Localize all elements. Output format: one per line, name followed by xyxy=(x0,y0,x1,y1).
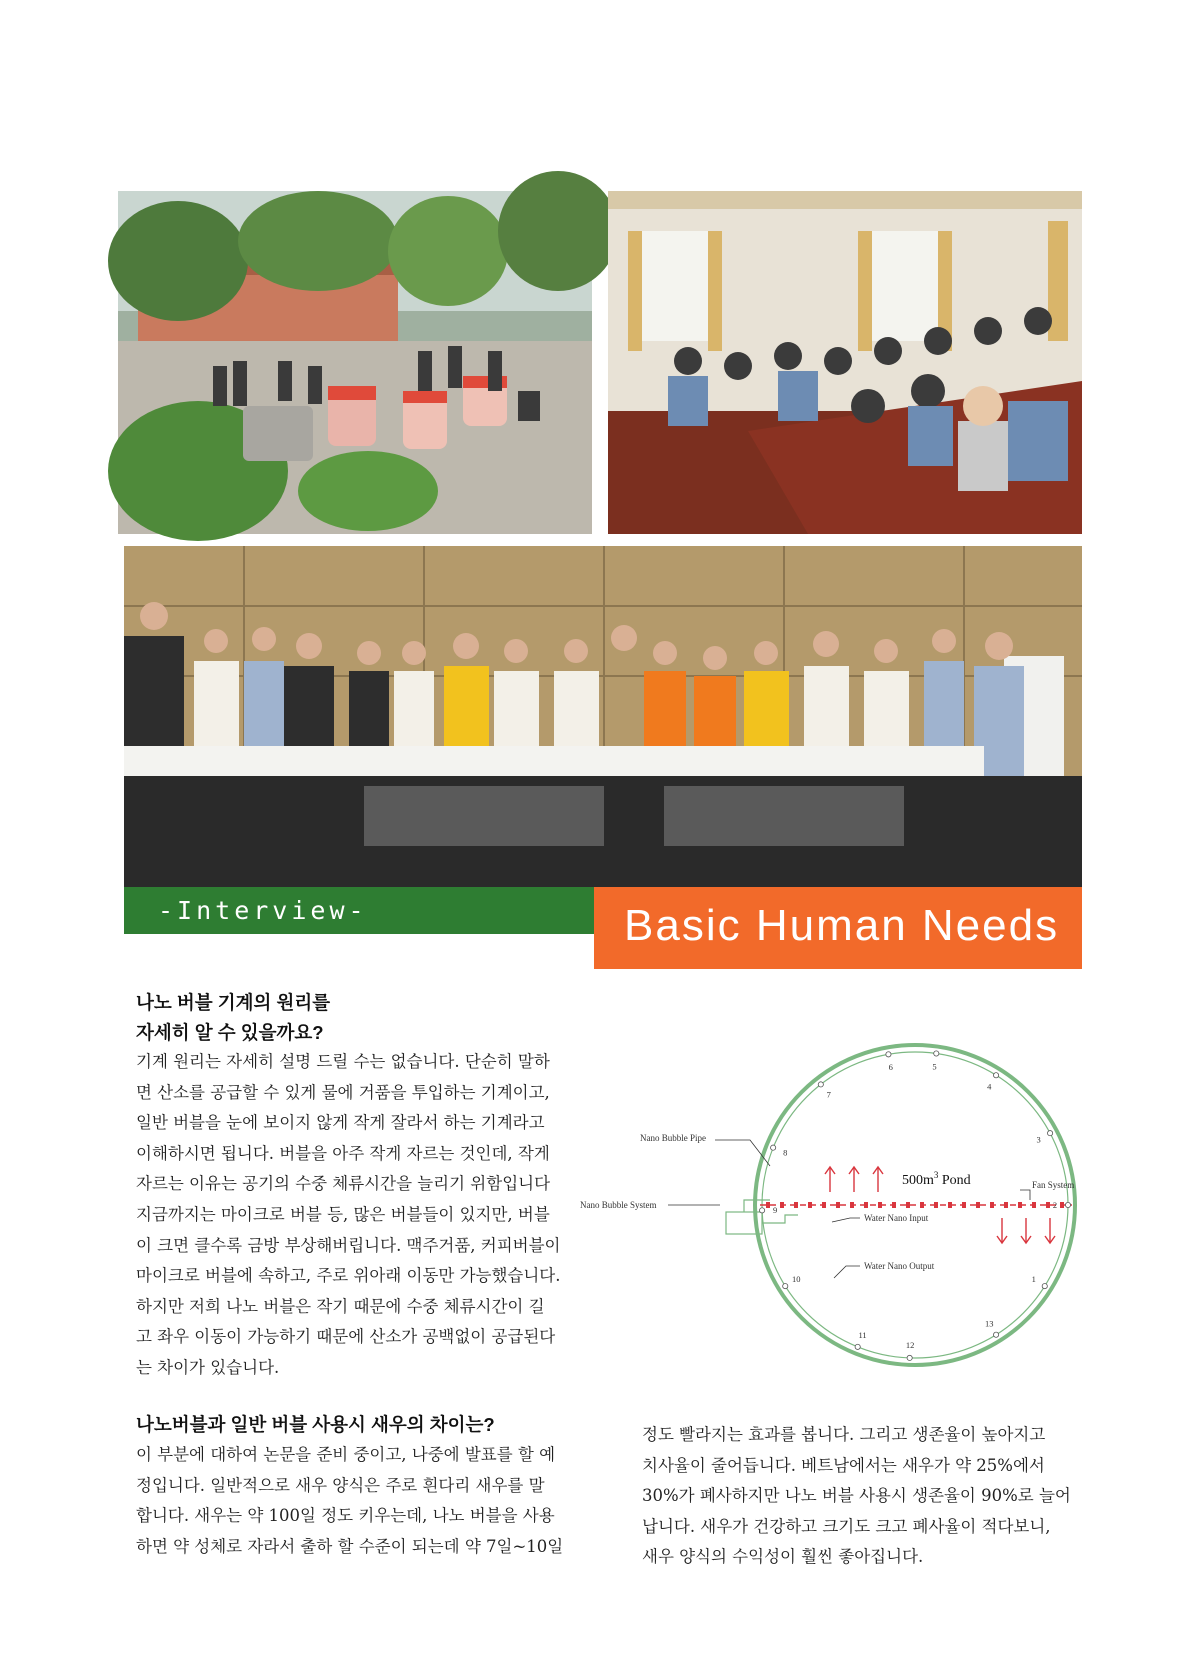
outlet-number: 3 xyxy=(1036,1134,1041,1145)
outlet-marker xyxy=(1047,1131,1052,1136)
answer-line: 정입니다. 일반적으로 새우 양식은 주로 흰다리 새우를 말 xyxy=(136,1475,545,1495)
section-title-band xyxy=(594,887,1082,969)
pipe-diffuser xyxy=(780,1202,784,1208)
pipe-diffuser xyxy=(766,1202,770,1208)
pipe-diffuser xyxy=(822,1202,826,1208)
outlet-number: 8 xyxy=(783,1147,788,1158)
answer-line: 고 좌우 이동이 가능하기 때문에 산소가 공백없이 공급된다 xyxy=(136,1327,556,1347)
pipe-diffuser xyxy=(836,1202,840,1208)
outlet-marker xyxy=(818,1082,823,1087)
answer-line: 이해하시면 됩니다. 버블을 아주 작게 자르는 것인데, 작게 xyxy=(136,1143,550,1163)
question-1-line: 나노 버블 기계의 원리를 xyxy=(136,992,331,1013)
outlet-number: 11 xyxy=(858,1329,867,1340)
answer-line: 새우 양식의 수익성이 훨씬 좋아집니다. xyxy=(642,1547,924,1567)
answer-line: 이 크면 클수록 금방 부상해버립니다. 맥주거품, 커피버블이 xyxy=(136,1235,561,1255)
outlet-marker xyxy=(771,1145,776,1150)
pipe-diffuser xyxy=(850,1202,854,1208)
section-title: Basic Human Needs xyxy=(624,901,1060,950)
question-2-heading xyxy=(136,1410,596,1440)
upflow-arrows xyxy=(825,1167,883,1192)
answer-1-paragraph xyxy=(136,1047,596,1384)
pipe-diffuser xyxy=(794,1202,798,1208)
pond-diagram xyxy=(580,1040,1090,1370)
answer-line: 지금까지는 마이크로 버블 등, 많은 버블들이 있지만, 버블 xyxy=(136,1204,550,1224)
photo-outdoor-demo xyxy=(118,191,592,534)
pipe-diffuser xyxy=(1032,1202,1036,1208)
answer-line: 합니다. 새우는 약 100일 정도 키우는데, 나노 버블을 사용 xyxy=(136,1506,555,1526)
pipe-diffuser xyxy=(808,1202,812,1208)
pipe-diffuser xyxy=(1004,1202,1008,1208)
outlet-marker xyxy=(993,1332,998,1337)
pipe-diffuser xyxy=(906,1202,910,1208)
answer-line: 자르는 이유는 공기의 수중 체류시간을 늘리기 위함입니다 xyxy=(136,1174,551,1194)
section-tag-band xyxy=(124,887,594,934)
label-nano-bubble-pipe: Nano Bubble Pipe xyxy=(640,1133,706,1143)
question-1-line: 자세히 알 수 있을까요? xyxy=(136,1022,324,1043)
section-tag: -Interview- xyxy=(158,896,368,925)
outlet-marker xyxy=(934,1051,939,1056)
outlet-marker xyxy=(907,1355,912,1360)
pipe-diffuser xyxy=(962,1202,966,1208)
label-nano-bubble-system: Nano Bubble System xyxy=(580,1200,657,1210)
label-fan-system: Fan System xyxy=(1032,1180,1075,1190)
outlet-number: 1 xyxy=(1031,1274,1036,1285)
outlet-marker xyxy=(855,1344,860,1349)
outlet-number: 6 xyxy=(888,1062,893,1073)
answer-line: 마이크로 버블에 속하고, 주로 위아래 이동만 가능했습니다. xyxy=(136,1266,561,1286)
answer-line: 는 차이가 있습니다. xyxy=(136,1357,280,1377)
outlet-marker xyxy=(886,1052,891,1057)
answer-line: 하지만 저희 나노 버블은 작기 때문에 수중 체류시간이 길 xyxy=(136,1296,545,1316)
question-2-line: 나노버블과 일반 버블 사용시 새우의 차이는? xyxy=(136,1414,495,1435)
answer-line: 면 산소를 공급할 수 있게 물에 거품을 투입하는 기계이고, xyxy=(136,1082,550,1102)
pipe-diffuser xyxy=(1060,1202,1064,1208)
answer-line: 치사율이 줄어듭니다. 베트남에서는 새우가 약 25%에서 xyxy=(642,1455,1045,1475)
pipe-diffuser xyxy=(892,1202,896,1208)
answer-line: 기계 원리는 자세히 설명 드릴 수는 없습니다. 단순히 말하 xyxy=(136,1052,550,1071)
outlet-marker xyxy=(1065,1202,1070,1207)
outlet-marker xyxy=(993,1073,998,1078)
outlet-number: 7 xyxy=(826,1089,831,1100)
outlet-number: 9 xyxy=(772,1204,778,1215)
outlet-number: 12 xyxy=(905,1339,915,1350)
pipe-diffuser xyxy=(1018,1202,1022,1208)
answer-line: 이 부분에 대하여 논문을 준비 중이고, 나중에 발표를 할 예 xyxy=(136,1445,556,1464)
outlet-number: 13 xyxy=(984,1318,994,1329)
photo-group-seminar xyxy=(124,546,1082,887)
pipe-diffuser xyxy=(948,1202,952,1208)
answer-2-continued-paragraph xyxy=(642,1420,1082,1573)
pipe-diffuser xyxy=(1046,1202,1050,1208)
outlet-marker xyxy=(759,1208,764,1213)
answer-line: 정도 빨라지는 효과를 봅니다. 그리고 생존율이 높아지고 xyxy=(642,1425,1046,1444)
answer-line: 하면 약 성체로 자라서 출하 할 수준이 되는데 약 7일~10일 xyxy=(136,1536,564,1556)
label-water-nano-output: Water Nano Output xyxy=(864,1261,935,1271)
downflow-arrows xyxy=(997,1218,1055,1243)
question-1-heading xyxy=(136,988,586,1048)
pond-size-label: $500m^3$ Pond xyxy=(902,1170,971,1188)
outlet-marker xyxy=(1042,1283,1047,1288)
pipe-diffuser xyxy=(934,1202,938,1208)
answer-line: 납니다. 새우가 건강하고 크기도 크고 폐사율이 적다보니, xyxy=(642,1516,1051,1536)
pipe-diffuser xyxy=(990,1202,994,1208)
pipe-diffuser xyxy=(878,1202,882,1208)
outlet-number: 4 xyxy=(987,1081,992,1092)
answer-line: 30%가 폐사하지만 나노 버블 사용시 생존율이 90%로 늘어 xyxy=(642,1486,1071,1506)
outlet-number: 2 xyxy=(1052,1200,1058,1210)
outlet-number: 5 xyxy=(932,1061,937,1072)
answer-line: 일반 버블을 눈에 보이지 않게 작게 잘라서 하는 기계라고 xyxy=(136,1113,545,1133)
outlet-number: 10 xyxy=(792,1274,801,1285)
outlet-marker xyxy=(783,1283,788,1288)
photo-meeting-room xyxy=(608,191,1082,534)
pipe-diffuser xyxy=(920,1202,924,1208)
pipe-diffuser xyxy=(864,1202,868,1208)
answer-2-paragraph xyxy=(136,1440,596,1562)
pipe-diffuser xyxy=(976,1202,980,1208)
label-water-nano-input: Water Nano Input xyxy=(864,1213,929,1223)
